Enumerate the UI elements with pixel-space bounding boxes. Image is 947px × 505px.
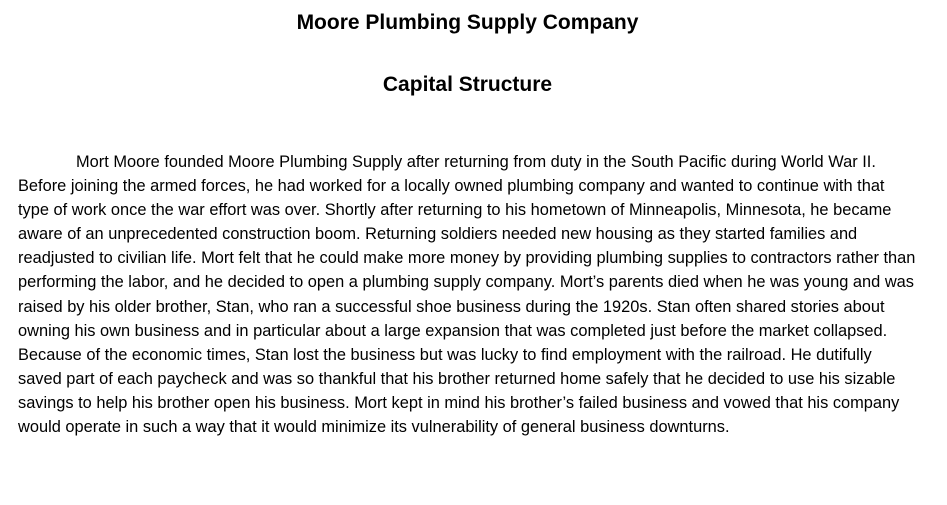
body-paragraph: Mort Moore founded Moore Plumbing Supply after returning from duty in the South Pacific during World War II. Before joining the armed forces, he had worked for a locally owned plumbing company and wanted to continue with that type of work once the war effort was over. Shortly after returning to his hometown of Minneapolis, Minnesota, he became aware of an unprecedented construction boom. Returning soldiers needed new housing as they started families and readjusted to civilian life. Mort felt that he could make more money by providing plumbing supplies to contractors rather than performing the labor, and he decided to open a plumbing supply company. Mort’s parents died when he was young and was raised by his older brother, Stan, who ran a successful shoe business during the 1920s. Stan often shared stories about owning his own business and in particular about a large expansion that was completed just before the market collapsed. Because of the economic times, Stan lost the business but was lucky to find employment with the railroad. He dutifully saved part of each paycheck and was so thankful that his brother returned home safely that he decided to use his sizable savings to help his brother open his business. Mort kept in mind his brother’s failed business and vowed that his company would operate in such a way that it would minimize its vulnerability of general business downturns. <box>18 153 916 437</box>
document-subtitle: Capital Structure <box>382 73 553 96</box>
document-title: Moore Plumbing Supply Company <box>296 11 639 34</box>
